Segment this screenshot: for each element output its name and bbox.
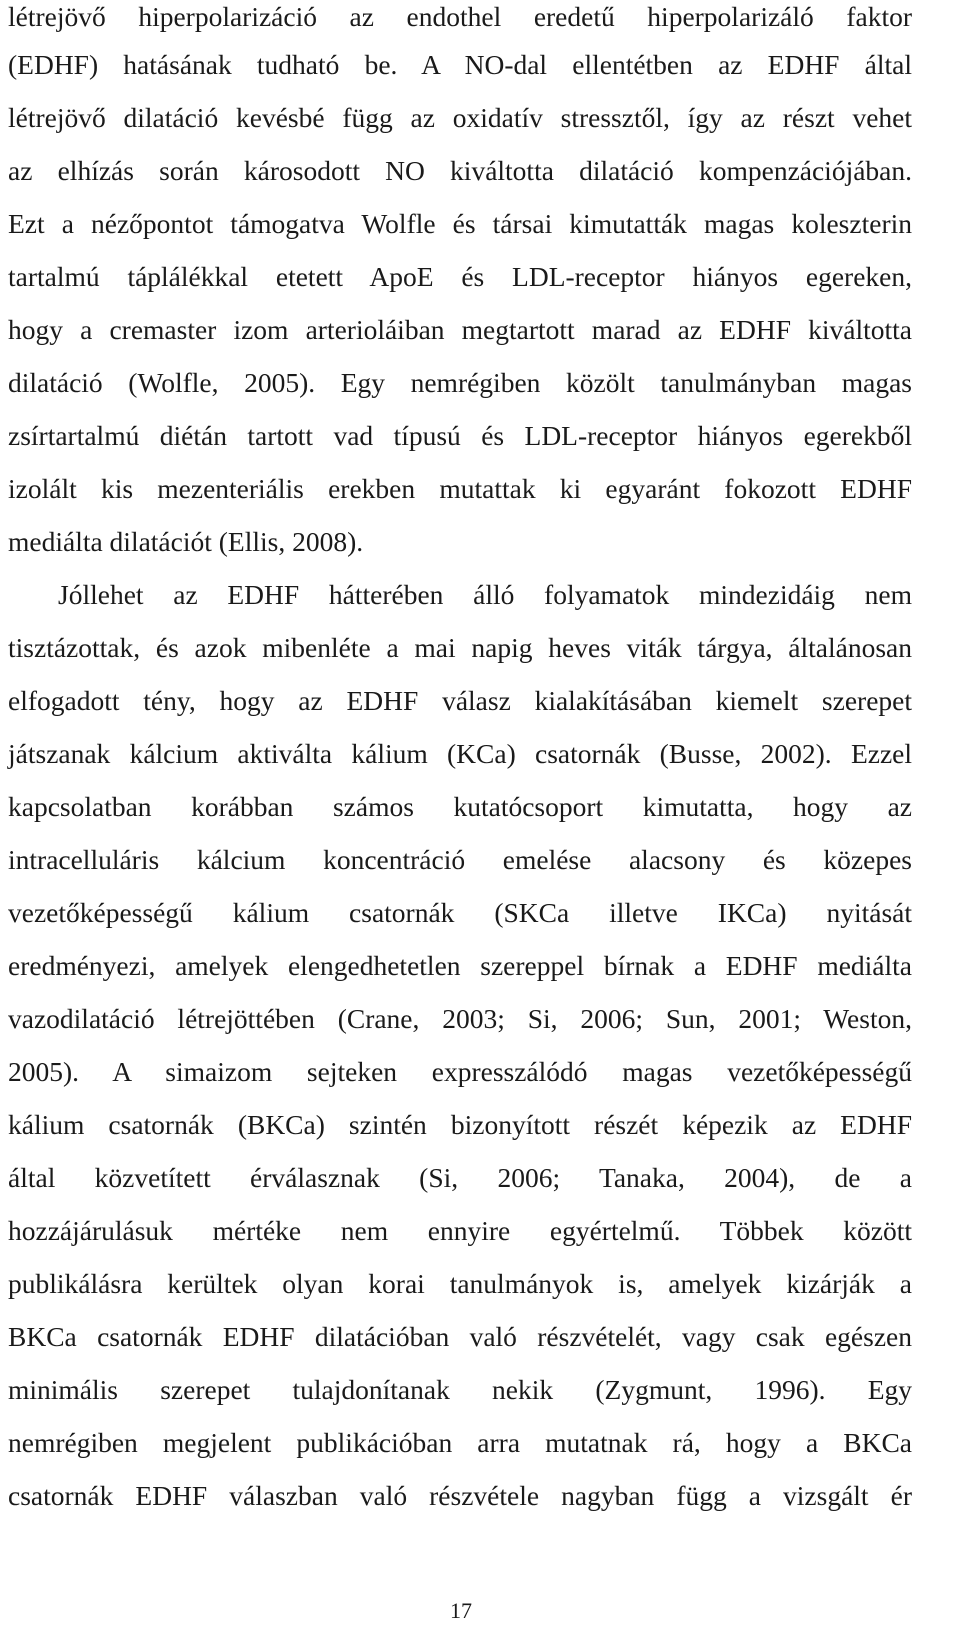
text-line: elfogadott tény, hogy az EDHF válasz kialakításában kiemelt szerepet [8, 685, 912, 716]
page-number: 17 [450, 1598, 472, 1623]
text-line: létrejövő dilatáció kevésbé függ az oxidatív stressztől, így az részt vehet [8, 102, 912, 133]
text-line: intracelluláris kálcium koncentráció emelése alacsony és közepes [8, 844, 912, 875]
text-line: hogy a cremaster izom arterioláiban megtartott marad az EDHF kiváltotta [8, 314, 912, 345]
paragraph-first-line: Jóllehet az EDHF hátterében álló folyamatok mindezidáig nem [58, 579, 912, 610]
text-line: minimális szerepet tulajdonítanak nekik (Zygmunt, 1996). Egy [8, 1374, 912, 1405]
text-line: BKCa csatornák EDHF dilatációban való részvételét, vagy csak egészen [8, 1321, 912, 1352]
text-line: izolált kis mezenteriális erekben mutattak ki egyaránt fokozott EDHF [8, 473, 912, 504]
text-line: dilatáció (Wolfle, 2005). Egy nemrégiben közölt tanulmányban magas [8, 367, 912, 398]
text-line: zsírtartalmú diétán tartott vad típusú és LDL-receptor hiányos egerekből [8, 420, 912, 451]
text-line: publikálásra kerültek olyan korai tanulmányok is, amelyek kizárják a [8, 1268, 912, 1299]
text-line: vazodilatáció létrejöttében (Crane, 2003; Si, 2006; Sun, 2001; Weston, [8, 1003, 912, 1034]
text-line: vezetőképességű kálium csatornák (SKCa illetve IKCa) nyitását [8, 897, 912, 928]
text-line: mediálta dilatációt (Ellis, 2008). [8, 526, 364, 557]
text-line: eredményezi, amelyek elengedhetetlen szereppel bírnak a EDHF mediálta [8, 950, 912, 981]
text-line: nemrégiben megjelent publikációban arra mutatnak rá, hogy a BKCa [8, 1427, 912, 1458]
text-line: létrejövő hiperpolarizáció az endothel eredetű hiperpolarizáló faktor [8, 1, 912, 32]
text-line: az elhízás során károsodott NO kiváltotta dilatáció kompenzációjában. [8, 155, 912, 186]
text-line: tisztázottak, és azok mibenléte a mai napig heves viták tárgya, általánosan [8, 632, 912, 663]
text-line: tartalmú táplálékkal etetett ApoE és LDL-receptor hiányos egereken, [8, 261, 912, 292]
text-line: 2005). A simaizom sejteken expresszálódó magas vezetőképességű [8, 1056, 912, 1087]
text-line: kálium csatornák (BKCa) szintén bizonyított részét képezik az EDHF [8, 1109, 912, 1140]
text-line: Ezt a nézőpontot támogatva Wolfle és társai kimutatták magas koleszterin [8, 208, 912, 239]
text-line: által közvetített érválasznak (Si, 2006; Tanaka, 2004), de a [8, 1162, 912, 1193]
text-line: (EDHF) hatásának tudható be. A NO-dal ellentétben az EDHF által [8, 49, 912, 80]
text-line: kapcsolatban korábban számos kutatócsoport kimutatta, hogy az [8, 791, 912, 822]
text-line: hozzájárulásuk mértéke nem ennyire egyértelmű. Többek között [8, 1215, 912, 1246]
text-line: csatornák EDHF válaszban való részvétele nagyban függ a vizsgált ér [8, 1480, 912, 1511]
text-line: játszanak kálcium aktiválta kálium (KCa) csatornák (Busse, 2002). Ezzel [8, 738, 912, 769]
